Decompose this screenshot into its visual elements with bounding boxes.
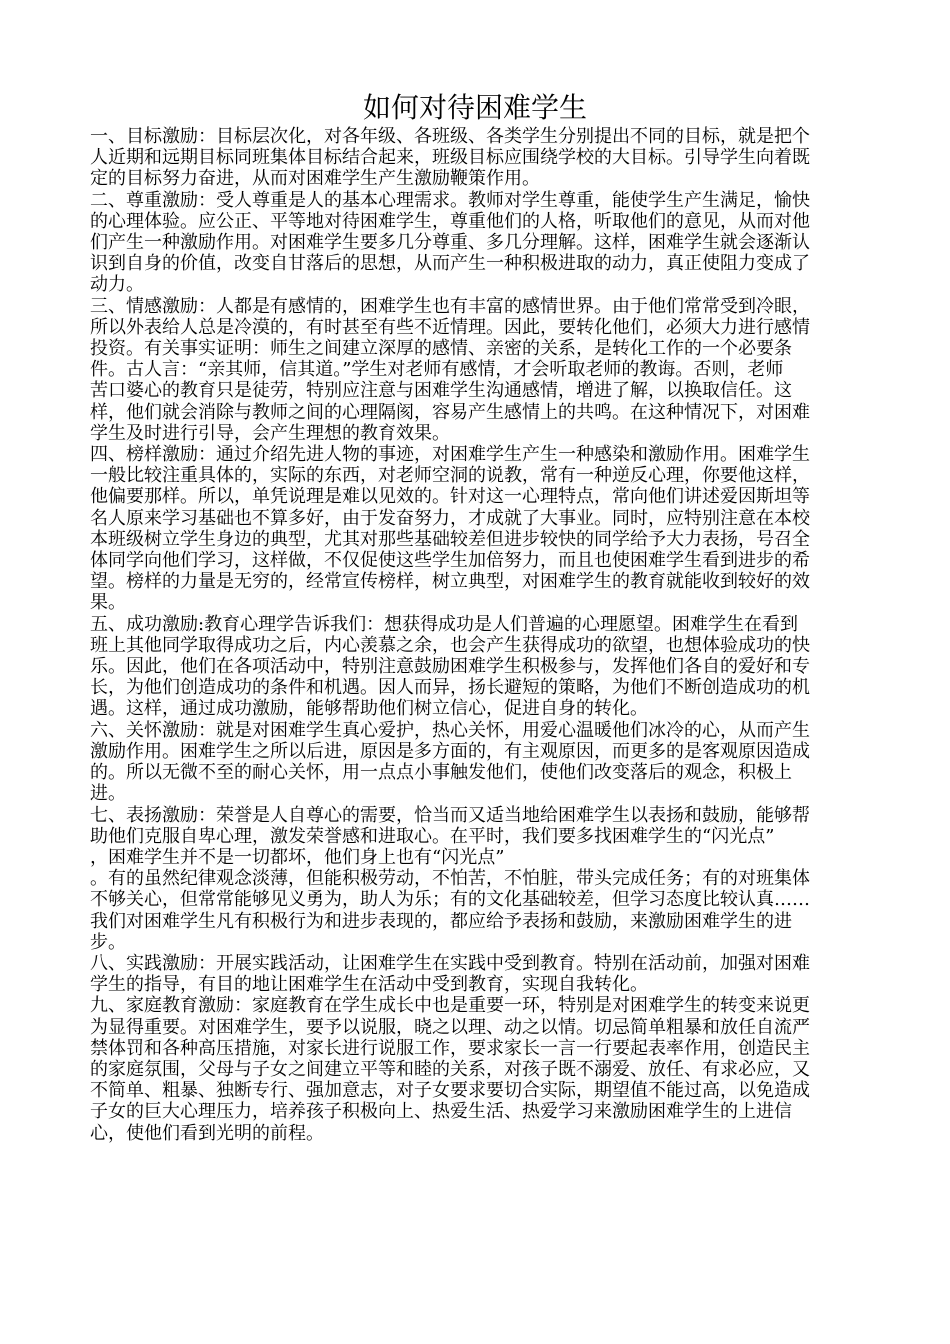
body-text-line: 的家庭氛围，父母与子女之间建立平等和睦的关系，对孩子既不溺爱、放任、有求必应，又 bbox=[90, 1058, 810, 1080]
body-text-line: 学生及时进行引导，会产生理想的教育效果。 bbox=[90, 422, 450, 444]
body-text-line: 学生的指导，有目的地让困难学生在活动中受到教育，实现自我转化。 bbox=[90, 974, 648, 996]
body-text-line: 识到自身的价值，改变自甘落后的思想，从而产生一种积极进取的动力，真正使阻力变成了 bbox=[90, 253, 810, 275]
body-text-line: 本班级树立学生身边的典型，尤其对那些基础较差但进步较快的同学给予大力表扬，号召全 bbox=[90, 528, 810, 550]
body-text-line: 二、尊重激励：受人尊重是人的基本心理需求。教师对学生尊重，能使学生产生满足，愉快 bbox=[90, 189, 810, 211]
document-body bbox=[90, 126, 860, 1144]
body-text-line: 他偏要那样。所以，单凭说理是难以见效的。针对这一心理特点，常向他们讲述爱因斯坦等 bbox=[90, 486, 810, 508]
body-text-line: 所以外表给人总是冷漠的，有时甚至有些不近情理。因此，要转化他们，必须大力进行感情 bbox=[90, 316, 810, 338]
body-text-line: 七、表扬激励：荣誉是人自尊心的需要，恰当而又适当地给困难学生以表扬和鼓励，能够帮 bbox=[90, 804, 810, 826]
body-text-line: 八、实践激励：开展实践活动，让困难学生在实践中受到教育。特别在活动前，加强对困难 bbox=[90, 952, 810, 974]
body-text-line: 不够关心，但常常能够见义勇为，助人为乐；有的文化基础较差，但学习态度比较认真…… bbox=[90, 889, 810, 911]
body-text-line: 四、榜样激励：通过介绍先进人物的事迹，对困难学生产生一种感染和激励作用。困难学生 bbox=[90, 444, 810, 466]
body-text-line: 苦口婆心的教育只是徒劳，特别应注意与困难学生沟通感情，增进了解，以换取信任。这 bbox=[90, 380, 792, 402]
document-title: 如何对待困难学生 bbox=[362, 91, 587, 124]
body-text-line: 九、家庭教育激励：家庭教育在学生成长中也是重要一环，特别是对困难学生的转变来说更 bbox=[90, 995, 810, 1017]
body-text-line: 动力。 bbox=[90, 274, 144, 296]
body-text-line: 件。古人言：“亲其师，信其道。”学生对老师有感情，才会听取老师的教诲。否则，老师 bbox=[90, 359, 784, 381]
body-text-line: 投资。有关事实证明：师生之间建立深厚的感情、亲密的关系，是转化工作的一个必要条 bbox=[90, 338, 792, 360]
body-text-line: 子女的巨大心理压力，培养孩子积极向上、热爱生活、热爱学习来激励困难学生的上进信 bbox=[90, 1101, 792, 1123]
body-text-line: 步。 bbox=[90, 931, 126, 953]
body-text-line: 三、情感激励：人都是有感情的，困难学生也有丰富的感情世界。由于他们常常受到冷眼， bbox=[90, 295, 810, 317]
body-text-line: 激励作用。困难学生之所以后进，原因是多方面的，有主观原因，而更多的是客观原因造成 bbox=[90, 740, 810, 762]
body-text-line: 人近期和远期目标同班集体目标结合起来，班级目标应围绕学校的大目标。引导学生向着既 bbox=[90, 147, 810, 169]
body-text-line: 体同学向他们学习，这样做，不仅促使这些学生加倍努力，而且也使困难学生看到进步的希 bbox=[90, 550, 810, 572]
body-text-line: 遇。这样，通过成功激励，能够帮助他们树立信心，促进自身的转化。 bbox=[90, 698, 648, 720]
body-text-line: 的心理体验。应公正、平等地对待困难学生，尊重他们的人格，听取他们的意见，从而对他 bbox=[90, 210, 810, 232]
body-text-line: 望。榜样的力量是无穷的，经常宣传榜样，树立典型，对困难学生的教育就能收到较好的效 bbox=[90, 571, 810, 593]
body-text-line: 果。 bbox=[90, 592, 126, 614]
body-text-line: 乐。因此，他们在各项活动中，特别注意鼓励困难学生积极参与，发挥他们各自的爱好和专 bbox=[90, 656, 810, 678]
body-text-line: 长，为他们创造成功的条件和机遇。因人而异，扬长避短的策略，为他们不断创造成功的机 bbox=[90, 677, 810, 699]
body-text-line: 禁体罚和各种高压措施，对家长进行说服工作，要求家长一言一行要起表率作用，创造民主 bbox=[90, 1037, 810, 1059]
body-text-line: 班上其他同学取得成功之后，内心羡慕之余，也会产生获得成功的欲望，也想体验成功的快 bbox=[90, 634, 810, 656]
body-text-line: 进。 bbox=[90, 783, 126, 805]
body-text-line: 不简单、粗暴、独断专行、强加意志，对子女要求要切合实际，期望值不能过高，以免造成 bbox=[90, 1080, 810, 1102]
body-text-line: 样，他们就会消除与教师之间的心理隔阂，容易产生感情上的共鸣。在这种情况下，对困难 bbox=[90, 401, 810, 423]
document-page bbox=[90, 90, 860, 1144]
body-text-line: 六、关怀激励：就是对困难学生真心爱护，热心关怀，用爱心温暖他们冰冷的心，从而产生 bbox=[90, 719, 810, 741]
body-text-line: 一般比较注重具体的，实际的东西，对老师空洞的说教，常有一种逆反心理，你要他这样， bbox=[90, 465, 810, 487]
body-text-line: 。有的虽然纪律观念淡薄，但能积极劳动，不怕苦，不怕脏，带头完成任务；有的对班集体 bbox=[90, 868, 810, 890]
body-text-line: 心，使他们看到光明的前程。 bbox=[90, 1122, 324, 1144]
body-text-line: 一、目标激励：目标层次化，对各年级、各班级、各类学生分别提出不同的目标，就是把个 bbox=[90, 126, 810, 147]
body-text-line: 们产生一种激励作用。对困难学生要多几分尊重、多几分理解。这样，困难学生就会逐渐认 bbox=[90, 232, 810, 254]
body-text-line: 定的目标努力奋进，从而对困难学生产生激励鞭策作用。 bbox=[90, 168, 540, 190]
body-text-line: 我们对困难学生凡有积极行为和进步表现的，都应给予表扬和鼓励，来激励困难学生的进 bbox=[90, 910, 792, 932]
body-text-line: 的。所以无微不至的耐心关怀，用一点点小事触发他们，使他们改变落后的观念，积极上 bbox=[90, 762, 792, 784]
body-text-line: 五、成功激励:教育心理学告诉我们：想获得成功是人们普遍的心理愿望。困难学生在看到 bbox=[90, 613, 799, 635]
body-text-line: 名人原来学习基础也不算多好，由于发奋努力，才成就了大事业。同时，应特别注意在本校 bbox=[90, 507, 810, 529]
body-text-line: ，困难学生并不是一切都坏，他们身上也有“闪光点” bbox=[90, 846, 505, 868]
body-text-line: 助他们克服自卑心理，激发荣誉感和进取心。在平时，我们要多找困难学生的“闪光点” bbox=[90, 825, 775, 847]
body-text-line: 为显得重要。对困难学生，要予以说服，晓之以理、动之以情。切忌简单粗暴和放任自流严 bbox=[90, 1016, 810, 1038]
